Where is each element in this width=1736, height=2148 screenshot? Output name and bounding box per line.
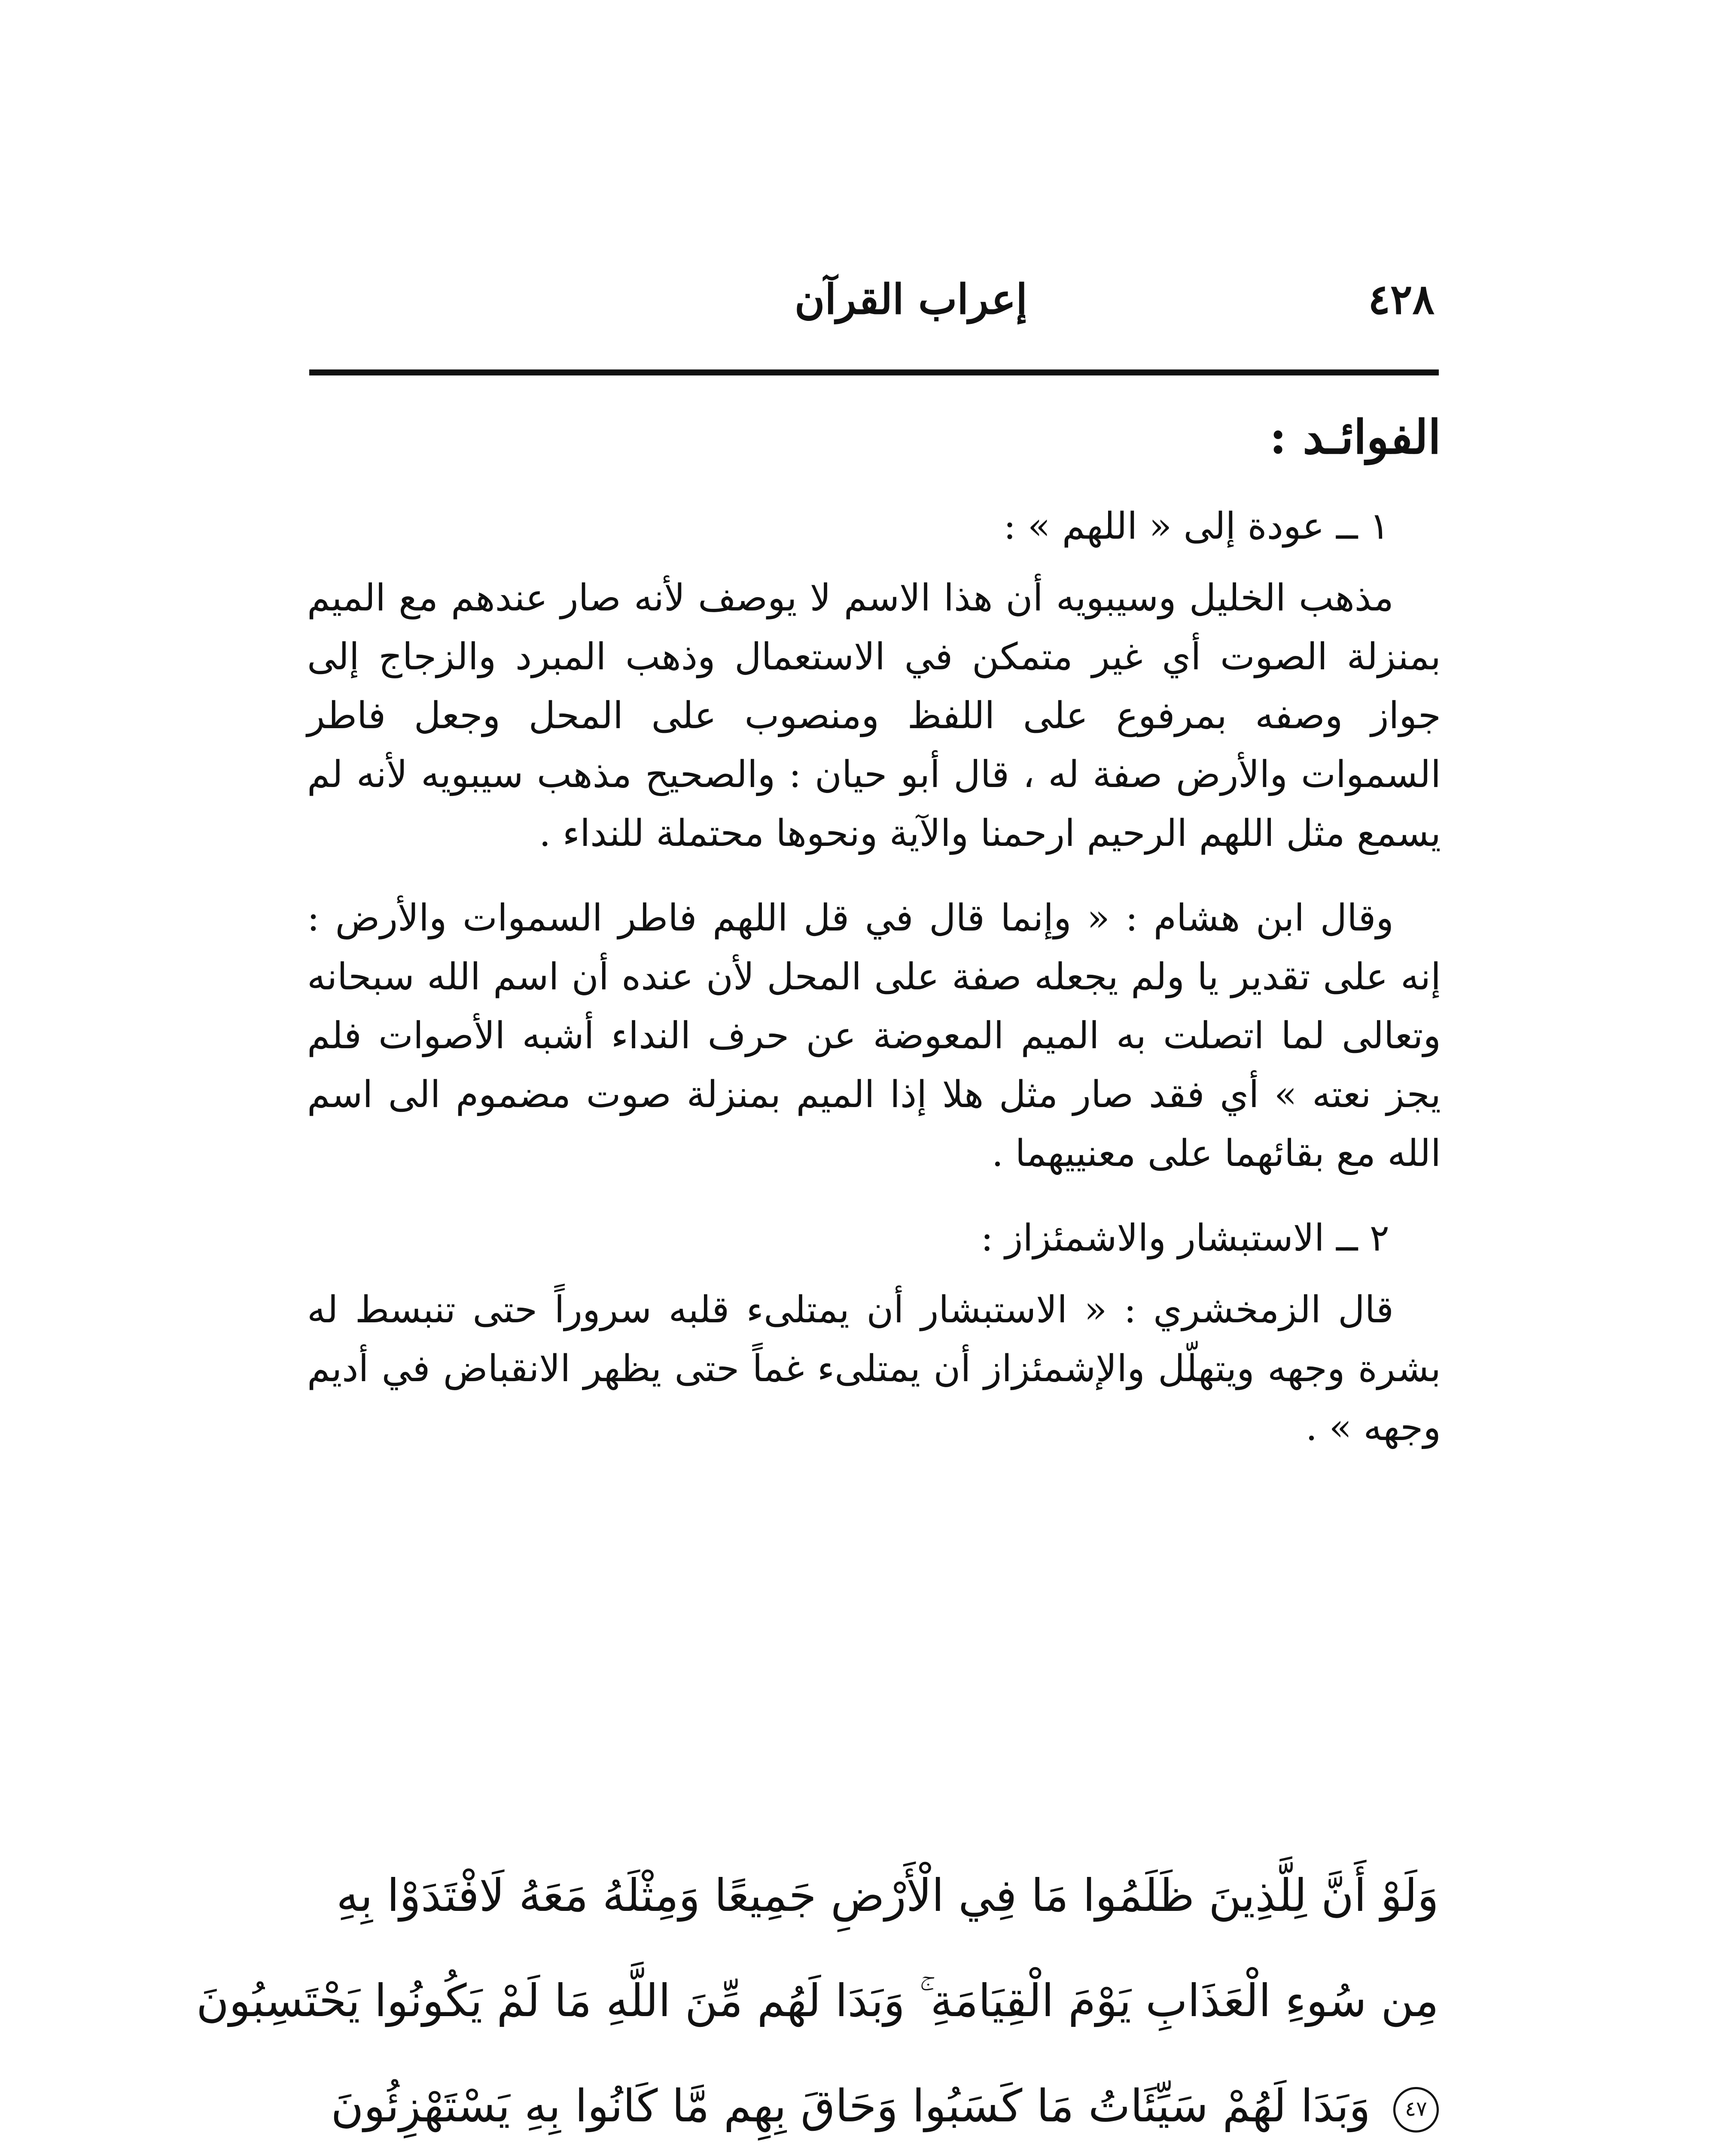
paragraph: مذهب الخليل وسيبويه أن هذا الاسم لا يوصف لأنه صار عندهم مع الميم بمنزلة الصوت أي غير متمكن في الاستعمال وذهب المبرد والزجاج إلى جواز وصفه بمرفوع على اللفظ ومنصوب على المحل وجعل فاطر السموات والأرض صفة له ، قال أبو حيان : والصحيح مذهب سيبويه لأنه لم يسمع مثل اللهم الرحيم ارحمنا والآية ونحوها محتملة للنداء . xyxy=(307,577,1441,855)
verse-line: مِن سُوءِ الْعَذَابِ يَوْمَ الْقِيَامَةِ ۚ وَبَدَا لَهُم مِّنَ اللَّهِ مَا لَمْ يَكُونُوا يَحْتَسِبُونَ xyxy=(196,1974,1439,2027)
page-header xyxy=(309,275,1434,339)
section-heading: الفوائـد : xyxy=(1269,410,1441,464)
paragraph: قال الزمخشري : « الاستبشار أن يمتلىء قلبه سروراً حتى تنبسط له بشرة وجهه ويتهلّل والإشمئزاز أن يمتلىء غماً حتى يظهر الانقباض في أديم وجهه » . xyxy=(307,1288,1441,1449)
verse-line-text: وَبَدَا لَهُمْ سَيِّئَاتُ مَا كَسَبُوا وَحَاقَ بِهِم مَّا كَانُوا بِهِ يَسْتَهْزِئُونَ xyxy=(331,2080,1371,2132)
verse-line-last xyxy=(314,2053,1439,2148)
running-title: إعراب القرآن xyxy=(795,275,1028,323)
verse-number-marker: ٤٧ xyxy=(1393,2087,1439,2133)
quran-verse xyxy=(196,1843,1439,2148)
page-number: ٤٢٨ xyxy=(1368,275,1434,323)
paragraph: وقال ابن هشام : « وإنما قال في قل اللهم فاطر السموات والأرض : إنه على تقدير يا ولم يجعله صفة على المحل لأن عنده أن اسم الله سبحانه وتعالى لما اتصلت به الميم المعوضة عن حرف النداء أشبه الأصوات فلم يجز نعته » أي فقد صار مثل هلا إذا الميم بمنزلة صوت مضموم الى اسم الله مع بقائهما على معنييهما . xyxy=(307,897,1441,1175)
point-heading: ١ ــ عودة إلى « اللهم » : xyxy=(1003,505,1389,548)
point-heading: ٢ ــ الاستبشار والاشمئزاز : xyxy=(981,1217,1389,1260)
verse-line: وَلَوْ أَنَّ لِلَّذِينَ ظَلَمُوا مَا فِي الْأَرْضِ جَمِيعًا وَمِثْلَهُ مَعَهُ لَافْتَدَوْا بِهِ xyxy=(336,1869,1439,1922)
point-2 xyxy=(307,1209,1441,1457)
point-1 xyxy=(307,497,1441,1183)
main-content xyxy=(307,408,1441,1483)
header-rule xyxy=(309,369,1439,375)
